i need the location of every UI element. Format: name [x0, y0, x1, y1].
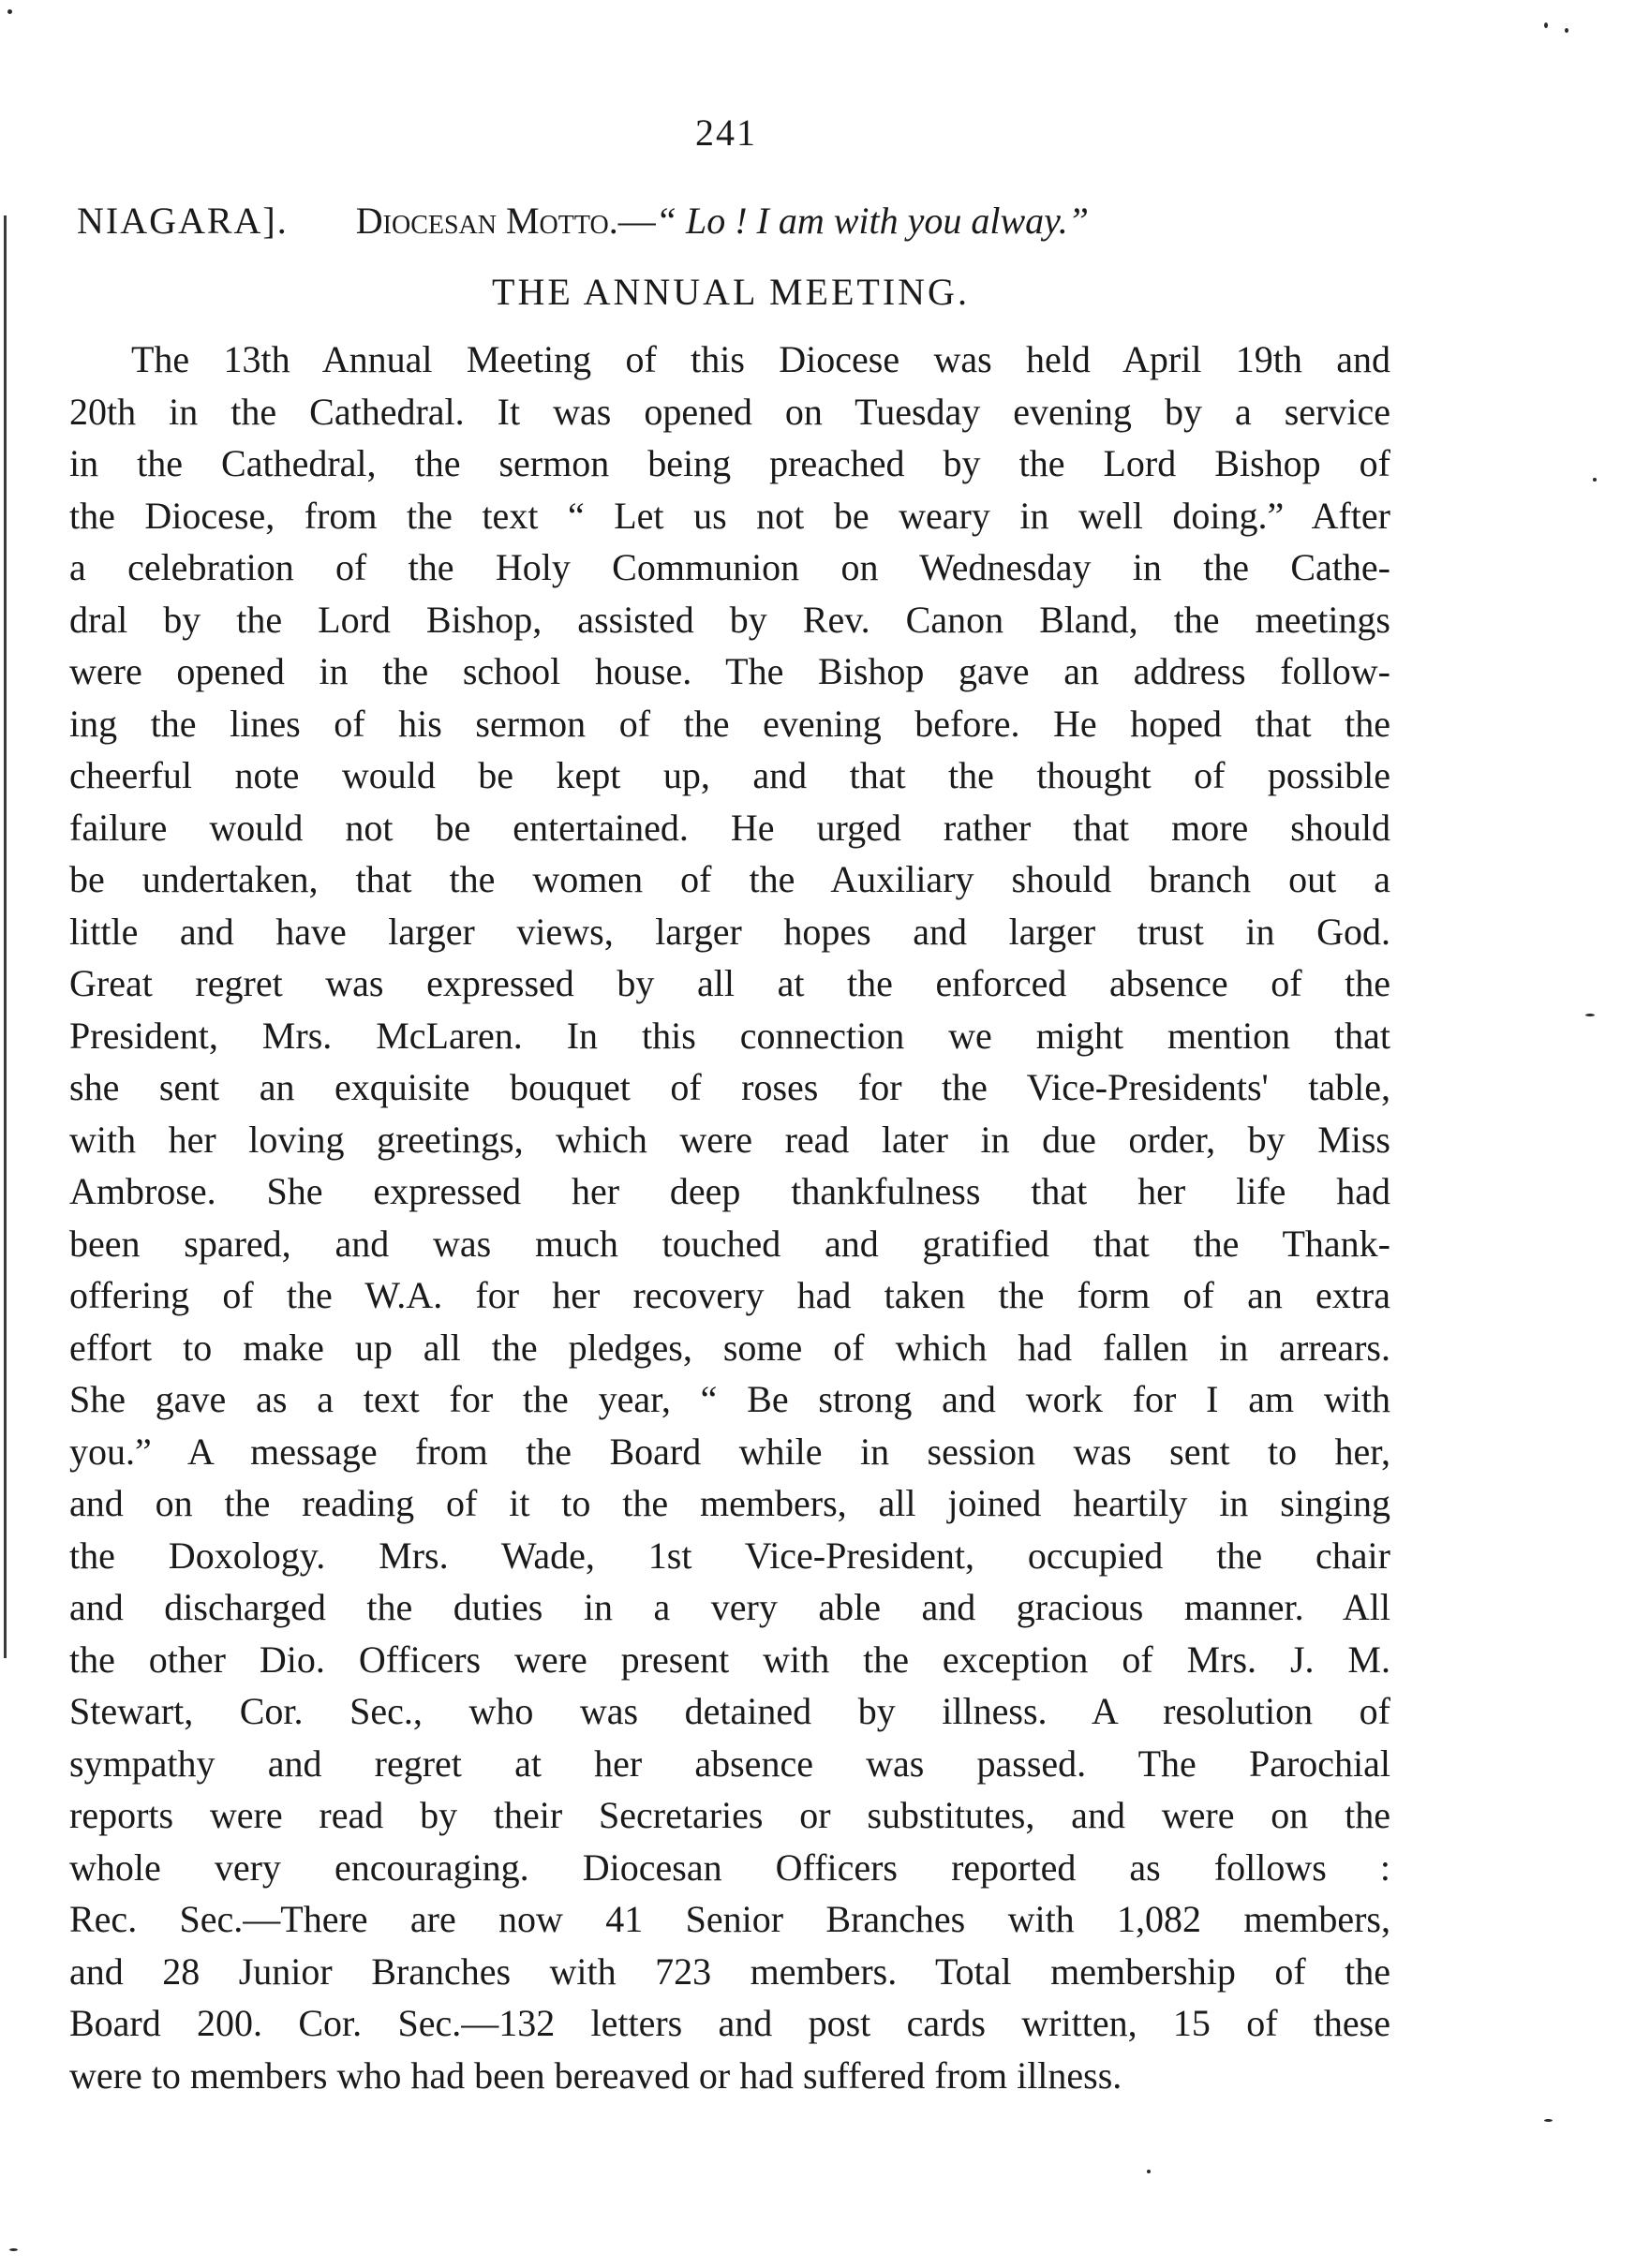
scan-speck: [1585, 1014, 1595, 1016]
scan-speck: [1544, 2119, 1553, 2122]
text-line: dral by the Lord Bishop, assisted by Rev. Canon Bland, the meetings: [69, 598, 1390, 641]
text-line: sympathy and regret at her absence was passed. The Parochial: [69, 1742, 1390, 1785]
section-title: THE ANNUAL MEETING.: [492, 271, 970, 313]
scan-speck: [7, 9, 12, 14]
text-line: you.” A message from the Board while in session was sent to her,: [69, 1430, 1390, 1473]
text-line: little and have larger views, larger hopes and larger trust in God.: [69, 910, 1390, 953]
text-line: whole very encouraging. Diocesan Officers reported as follows :: [69, 1846, 1390, 1889]
text-line: and discharged the duties in a very able and gracious manner. All: [69, 1586, 1390, 1628]
text-line: been spared, and was much touched and gratified that the Thank-: [69, 1222, 1390, 1265]
motto-text: “ Lo ! I am with you alway.”: [655, 200, 1089, 242]
text-line: She gave as a text for the year, “ Be strong and work for I am with: [69, 1378, 1390, 1420]
text-line: with her loving greetings, which were read later in due order, by Miss: [69, 1118, 1390, 1161]
text-line: were opened in the school house. The Bishop gave an address follow-: [69, 650, 1390, 692]
scan-speck: [9, 2248, 18, 2251]
text-line: be undertaken, that the women of the Auxiliary should branch out a: [69, 858, 1390, 900]
running-header: [77, 199, 1370, 243]
text-line: 20th in the Cathedral. It was opened on Tuesday evening by a service: [69, 390, 1390, 433]
page-number: 241: [695, 111, 757, 154]
text-line: and 28 Junior Branches with 723 members. Total membership of the: [69, 1949, 1390, 1993]
scan-speck: [1544, 22, 1548, 28]
text-line: offering of the W.A. for her recovery had taken the form of an extra: [69, 1274, 1390, 1316]
text-line: ing the lines of his sermon of the evening before. He hoped that the: [69, 702, 1390, 745]
text-line: the other Dio. Officers were present with the exception of Mrs. J. M.: [69, 1638, 1390, 1681]
text-line: Board 200. Cor. Sec.—132 letters and post cards written, 15 of these: [69, 2002, 1390, 2044]
scan-speck: [1147, 2170, 1151, 2173]
text-line: Great regret was expressed by all at the enforced absence of the: [69, 962, 1390, 1004]
text-line: effort to make up all the pledges, some of which had fallen in arrears.: [69, 1326, 1390, 1369]
text-line: were to members who had been bereaved or had suffered from illness.: [69, 2053, 1122, 2097]
diocese-name: NIAGARA].: [77, 200, 289, 242]
text-line: failure would not be entertained. He urged rather that more should: [69, 806, 1390, 849]
article-body: [69, 334, 1390, 2101]
text-line: President, Mrs. McLaren. In this connection we might mention that: [69, 1014, 1390, 1057]
text-line: she sent an exquisite bouquet of roses for the Vice-Presidents' table,: [69, 1066, 1390, 1108]
text-line: in the Cathedral, the sermon being preached by the Lord Bishop of: [69, 442, 1390, 484]
text-line: a celebration of the Holy Communion on Wednesday in the Cathe-: [69, 546, 1390, 588]
text-line: the Doxology. Mrs. Wade, 1st Vice-President, occupied the chair: [69, 1534, 1390, 1577]
text-line: Ambrose. She expressed her deep thankfulness that her life had: [69, 1170, 1390, 1212]
text-line: The 13th Annual Meeting of this Diocese was held April 19th and: [131, 338, 1390, 380]
text-line: the Diocese, from the text “ Let us not be weary in well doing.” After: [69, 494, 1390, 537]
text-line: reports were read by their Secretaries or substitutes, and were on the: [69, 1794, 1390, 1836]
text-line: Rec. Sec.—There are now 41 Senior Branches with 1,082 members,: [69, 1898, 1390, 1940]
motto-label: Diocesan Motto.—: [355, 200, 656, 242]
scan-speck: [1593, 478, 1597, 482]
text-line: cheerful note would be kept up, and that the thought of possible: [69, 754, 1390, 796]
scan-speck: [1565, 28, 1568, 33]
text-line: and on the reading of it to the members, all joined heartily in singing: [69, 1482, 1390, 1524]
left-margin-rule: [4, 215, 7, 1658]
text-line: Stewart, Cor. Sec., who was detained by illness. A resolution of: [69, 1690, 1390, 1732]
